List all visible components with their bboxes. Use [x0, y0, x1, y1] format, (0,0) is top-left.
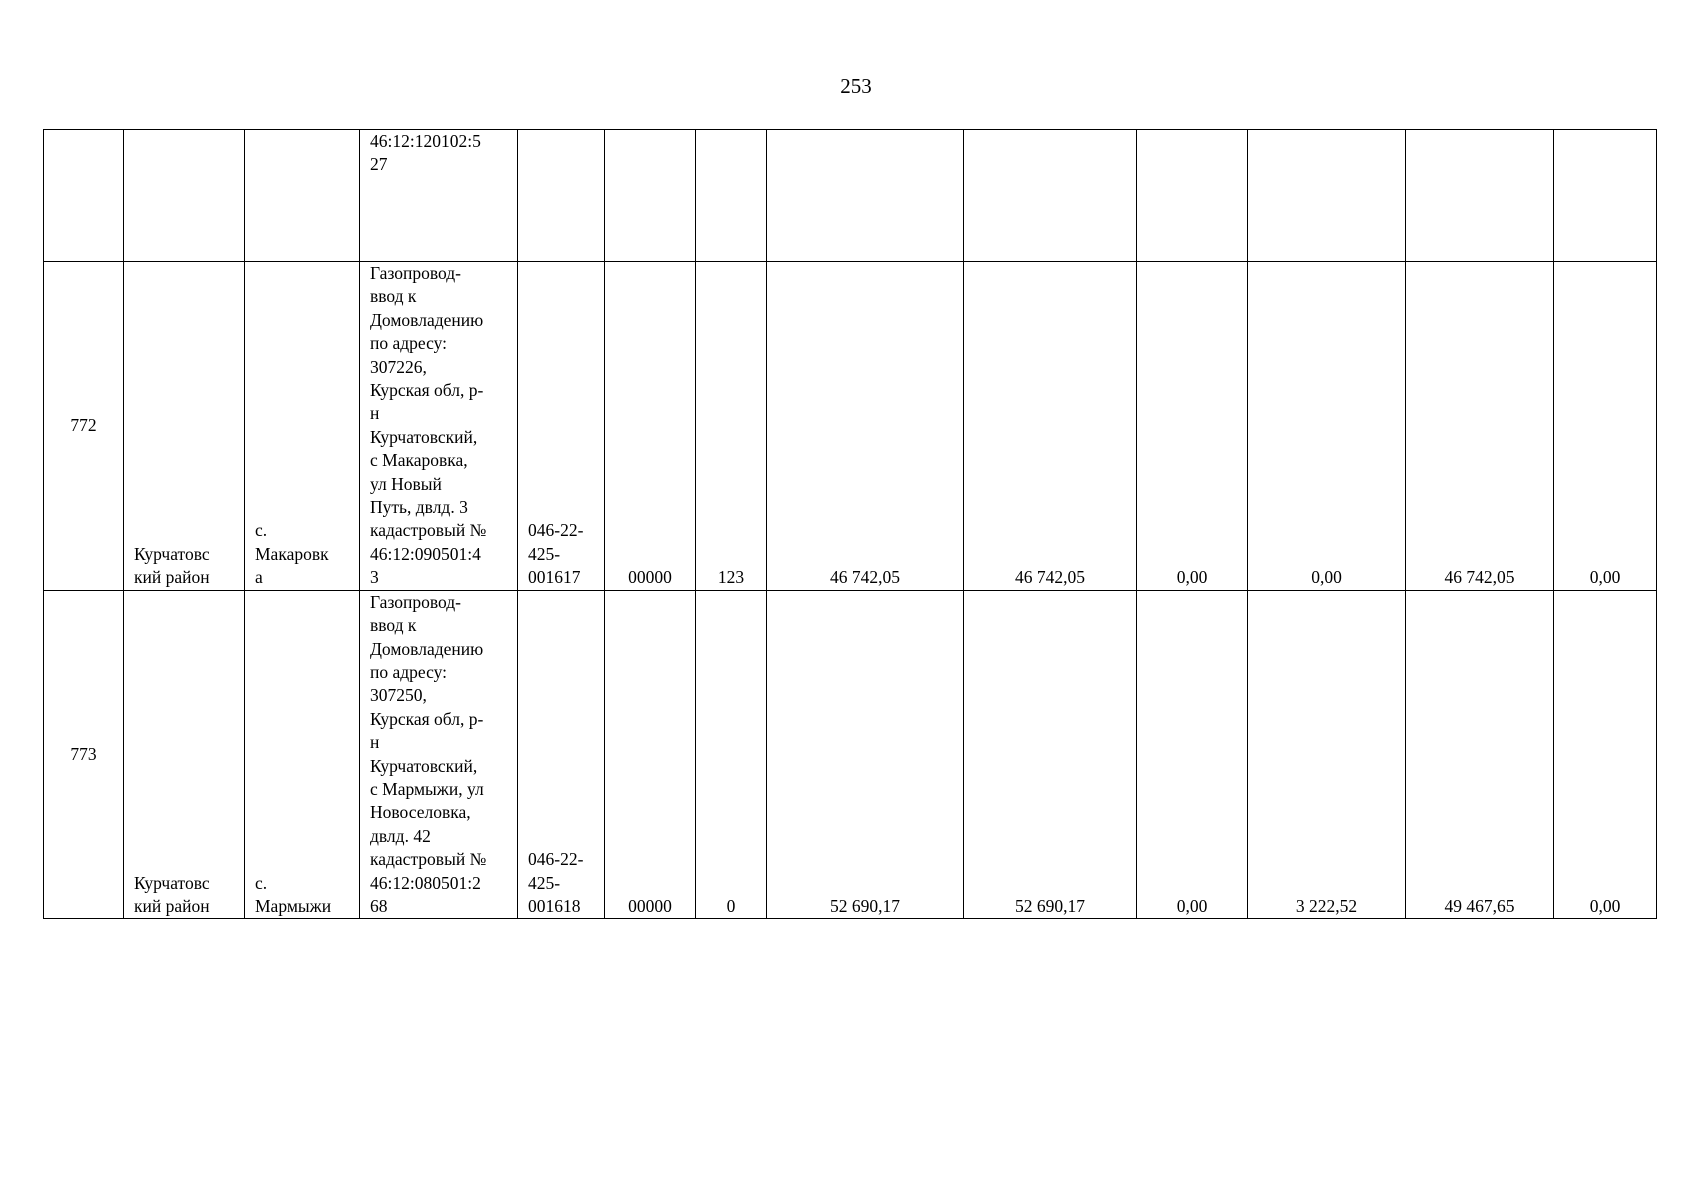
- cell-qty: 123: [696, 262, 767, 591]
- cell-value-2: [964, 130, 1137, 262]
- cell-qty: [696, 130, 767, 262]
- cell-value-1: 52 690,17: [767, 590, 964, 919]
- cell-no: 773: [44, 590, 124, 919]
- cell-value-2: 52 690,17: [964, 590, 1137, 919]
- district-text: Курчатовс кий район: [134, 872, 210, 916]
- object-text: Газопровод- ввод к Домовладению по адресу: 307250, Курская обл, р- н Курчатовский, с Мармыжи, ул Новоселовка, двлд. 42 кадастровый № 46:12:080501:2 68: [370, 591, 487, 916]
- code-text: 046-22- 425- 001618: [528, 849, 584, 916]
- cell-no: [44, 130, 124, 262]
- cell-value-4: [1248, 130, 1406, 262]
- object-text: 46:12:120102:5 27: [370, 131, 481, 175]
- settlement-text: с. Макаровк а: [255, 520, 329, 588]
- cell-district: [124, 130, 245, 262]
- cell-value-5: 46 742,05: [1406, 262, 1554, 591]
- cell-value-3: 0,00: [1137, 262, 1248, 591]
- cell-qty: 0: [696, 590, 767, 919]
- cell-value-1: 46 742,05: [767, 262, 964, 591]
- cell-value-5: [1406, 130, 1554, 262]
- registry-table: [43, 129, 1657, 919]
- cell-value-4: 3 222,52: [1248, 590, 1406, 919]
- cell-code2: 00000: [605, 262, 696, 591]
- cell-code2: [605, 130, 696, 262]
- cell-value-6: 0,00: [1554, 590, 1657, 919]
- cell-value-3: 0,00: [1137, 590, 1248, 919]
- cell-value-6: [1554, 130, 1657, 262]
- cell-value-6: 0,00: [1554, 262, 1657, 591]
- cell-code: [518, 130, 605, 262]
- cell-object: [360, 262, 518, 591]
- cell-no: 772: [44, 262, 124, 591]
- cell-district: [124, 590, 245, 919]
- cell-object: [360, 590, 518, 919]
- cell-settlement: [245, 590, 360, 919]
- code-text: 046-22- 425- 001617: [528, 520, 584, 588]
- table-row: [44, 130, 1657, 262]
- cell-code: [518, 262, 605, 591]
- cell-object: [360, 130, 518, 262]
- district-text: Курчатовс кий район: [134, 543, 210, 588]
- settlement-text: с. Мармыжи: [255, 872, 332, 916]
- cell-value-2: 46 742,05: [964, 262, 1137, 591]
- cell-settlement: [245, 262, 360, 591]
- cell-code: [518, 590, 605, 919]
- cell-value-5: 49 467,65: [1406, 590, 1554, 919]
- cell-settlement: [245, 130, 360, 262]
- cell-district: [124, 262, 245, 591]
- cell-code2: 00000: [605, 590, 696, 919]
- table-row: [44, 262, 1657, 591]
- table-row: [44, 590, 1657, 919]
- page-number: 253: [840, 74, 872, 98]
- cell-value-3: [1137, 130, 1248, 262]
- cell-value-4: 0,00: [1248, 262, 1406, 591]
- object-text: Газопровод- ввод к Домовладению по адресу: 307226, Курская обл, р- н Курчатовский, с Макаровка, ул Новый Путь, двлд. 3 кадастровый № 46:12:090501:4 3: [370, 263, 487, 588]
- cell-value-1: [767, 130, 964, 262]
